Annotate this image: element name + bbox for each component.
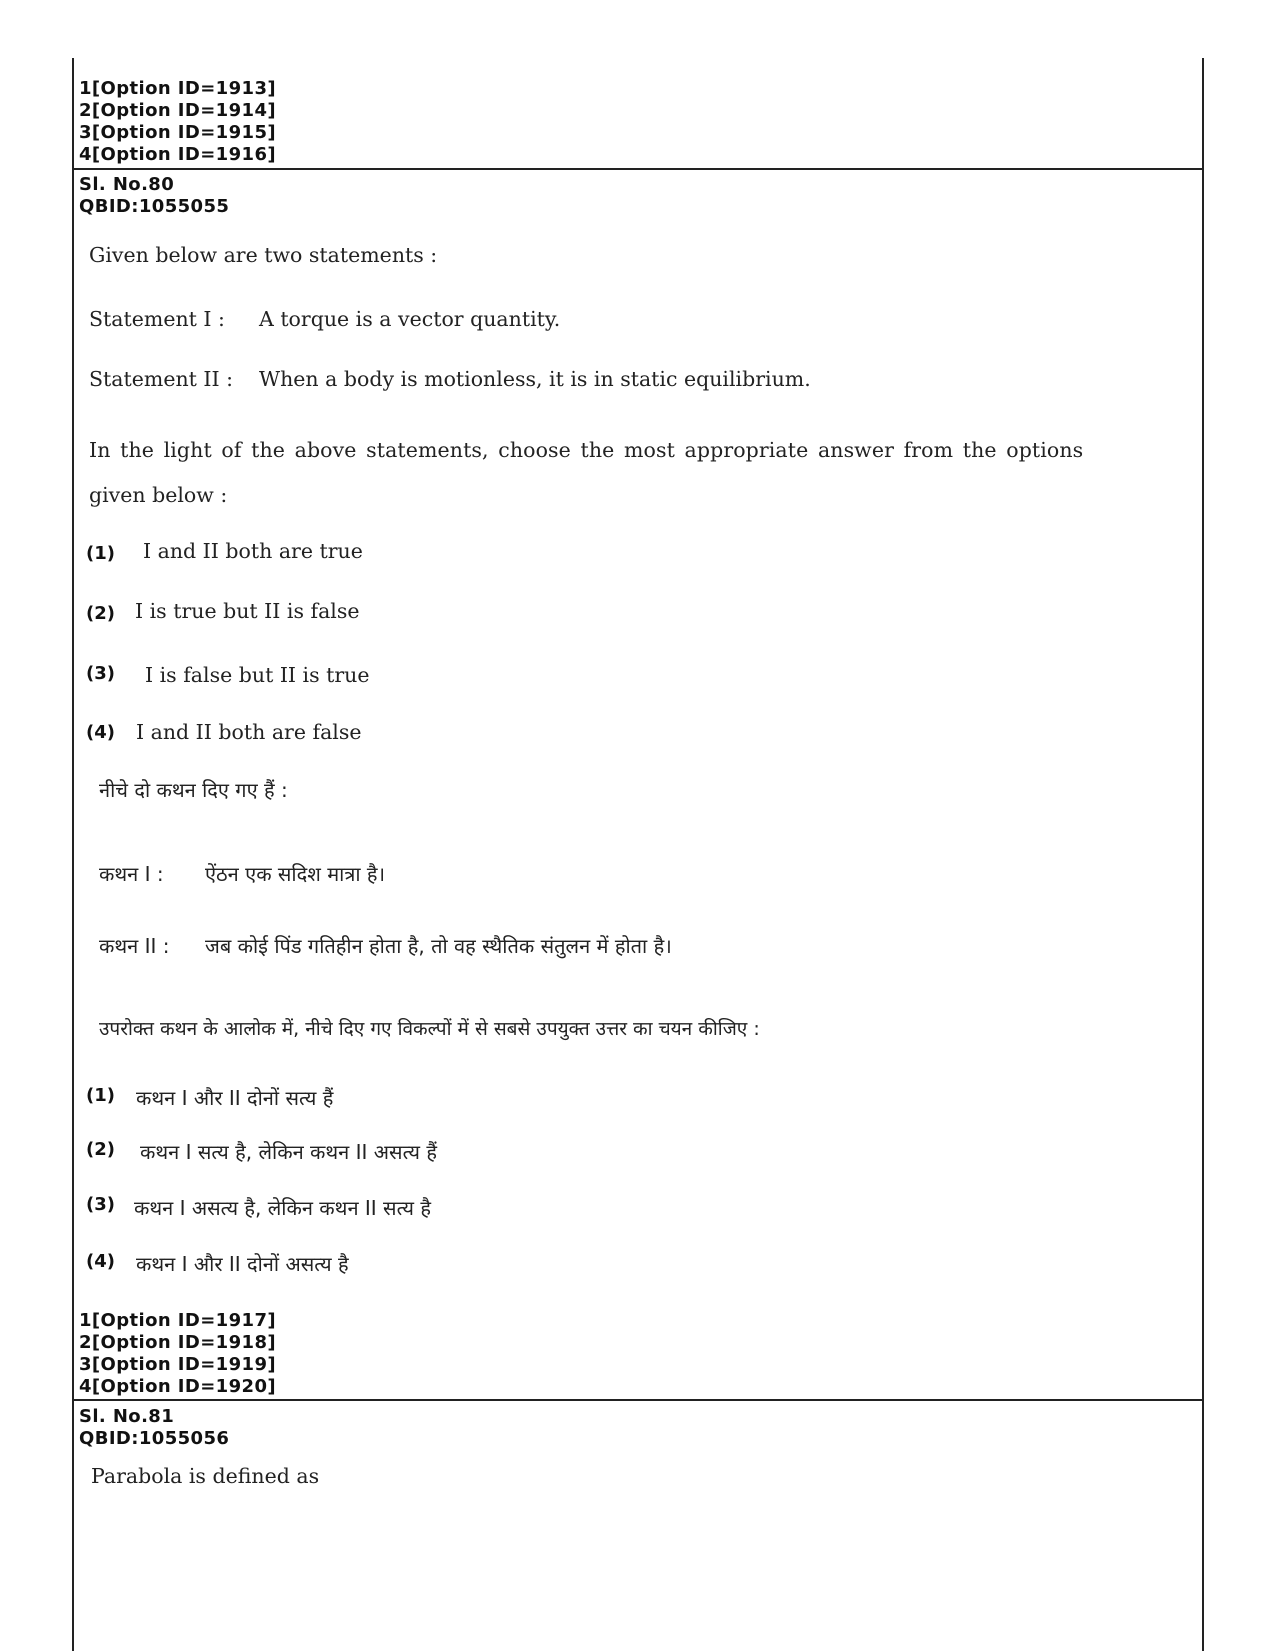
hindi-option-text: कथन I और II दोनों सत्य हैं	[136, 1086, 334, 1110]
option-id-line: 2[Option ID=1914]	[79, 100, 277, 121]
serial-number: Sl. No.81	[79, 1406, 175, 1427]
statement-1-text: A torque is a vector quantity.	[259, 307, 561, 331]
option-number: (3)	[86, 1194, 115, 1215]
option-number: (1)	[86, 543, 115, 564]
statement-2-label: Statement II :	[89, 367, 234, 391]
option-number: (2)	[86, 603, 115, 624]
option-id-line: 2[Option ID=1918]	[79, 1332, 277, 1353]
question-81-text: Parabola is defined as	[91, 1464, 320, 1488]
option-number: (1)	[86, 1085, 115, 1106]
statement-1-label: Statement I :	[89, 307, 225, 331]
question-80-header	[79, 174, 229, 218]
hindi-statement-2-text: जब कोई पिंड गतिहीन होता है, तो वह स्थैतिक संतुलन में होता है।	[205, 934, 672, 958]
option-id-line: 4[Option ID=1920]	[79, 1376, 277, 1397]
option-number: (4)	[86, 1251, 115, 1272]
hindi-option-text: कथन I और II दोनों असत्य है	[136, 1252, 349, 1276]
qbid: QBID:1055055	[79, 196, 230, 217]
serial-number: Sl. No.80	[79, 174, 175, 195]
hindi-instruction: उपरोक्त कथन के आलोक में, नीचे दिए गए विकल्पों में से सबसे उपयुक्त उत्तर का चयन कीजिए :	[99, 1018, 760, 1040]
question-intro: Given below are two statements :	[89, 243, 438, 267]
option-id-line: 3[Option ID=1915]	[79, 122, 277, 143]
section-divider	[72, 168, 1204, 170]
statement-2-text: When a body is motionless, it is in static equilibrium.	[259, 367, 811, 391]
option-number: (3)	[86, 663, 115, 684]
hindi-statement-1-label: कथन I :	[99, 862, 164, 886]
option-number: (4)	[86, 722, 115, 743]
hindi-option-text: कथन I सत्य है, लेकिन कथन II असत्य हैं	[140, 1140, 437, 1164]
instruction-line-1: In the light of the above statements, choose the most appropriate answer from the options	[89, 438, 1084, 462]
option-text: I is false but II is true	[145, 663, 370, 687]
hindi-statement-1-text: ऐंठन एक सदिश मात्रा है।	[205, 862, 386, 886]
previous-option-ids	[79, 78, 276, 166]
option-id-line: 4[Option ID=1916]	[79, 144, 277, 165]
page-frame	[72, 58, 1204, 1651]
question-81-header	[79, 1406, 229, 1450]
option-id-line: 1[Option ID=1917]	[79, 1310, 277, 1331]
option-text: I and II both are true	[143, 539, 363, 563]
option-id-line: 1[Option ID=1913]	[79, 78, 277, 99]
hindi-statement-2-label: कथन II :	[99, 934, 170, 958]
instruction-line-2: given below :	[89, 483, 228, 507]
option-text: I is true but II is false	[135, 599, 360, 623]
section-divider	[72, 1399, 1204, 1401]
option-number: (2)	[86, 1139, 115, 1160]
question-80-option-ids	[79, 1310, 276, 1398]
option-id-line: 3[Option ID=1919]	[79, 1354, 277, 1375]
qbid: QBID:1055056	[79, 1428, 230, 1449]
option-text: I and II both are false	[136, 720, 362, 744]
hindi-question-intro: नीचे दो कथन दिए गए हैं :	[99, 778, 288, 802]
hindi-option-text: कथन I असत्य है, लेकिन कथन II सत्य है	[134, 1196, 431, 1220]
